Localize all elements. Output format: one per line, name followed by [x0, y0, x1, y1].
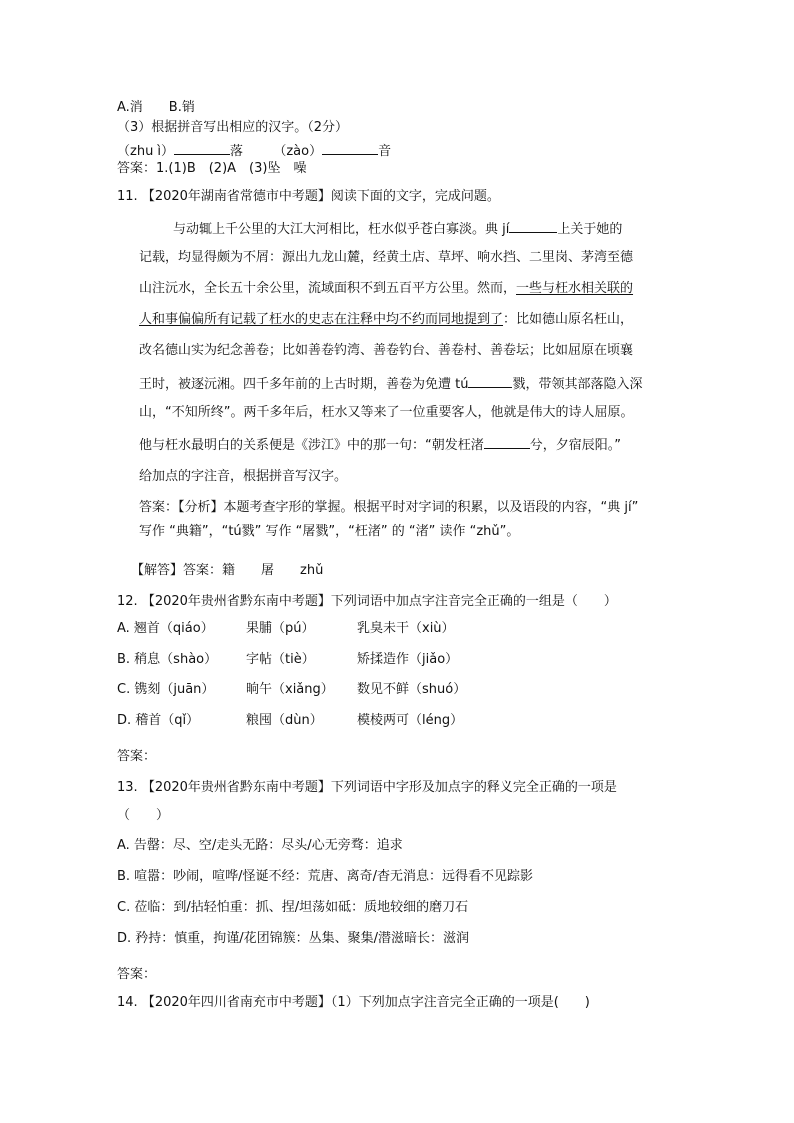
q11-analysis-1: 答案：【分析】本题考查字形的掌握。根据平时对字词的积累，以及语段的内容，“典 jí” — [139, 500, 639, 515]
underlined-sentence: 人和事偏偏所有记载了枉水的史志在注释中均不约而同地提到了 — [139, 312, 504, 327]
option-word: 乳臭未干（xiù） — [357, 621, 455, 636]
top-answer: 答案：1.(1)B (2)A (3)坠 噪 — [117, 161, 307, 176]
q11-line2: 记载，均显得颇为不屑：源出九龙山麓，经黄土店、草坪、响水挡、二里岗、茅湾至德 — [139, 250, 634, 265]
q13-answer: 答案： — [117, 967, 157, 982]
q11-heading — [117, 189, 500, 205]
question-number: 12. — [117, 594, 138, 609]
question-stem: 下列词语中加点字注音完全正确的一组是（ ） — [330, 594, 617, 609]
q13-option-a[interactable]: A. 告罄：尽、空/走头无路：尽头/心无旁骛：追求 — [117, 838, 403, 853]
q3-item1-pinyin: （zhu ì） — [117, 144, 175, 159]
answer-blank[interactable] — [174, 141, 230, 155]
passage-text: 兮，夕宿辰阳。” — [529, 438, 621, 453]
q11-line6 — [139, 374, 643, 393]
answer-blank[interactable] — [468, 374, 512, 388]
answer-blank[interactable] — [509, 219, 557, 233]
option-word: 果脯（pú） — [246, 621, 315, 636]
question-stem: 阅读下面的文字，完成问题。 — [330, 189, 500, 204]
q13-option-b[interactable]: B. 喧嚣：吵闹，喧哗/怪诞不经：荒唐、离奇/杳无消息：远得看不见踪影 — [117, 869, 533, 884]
question-source: 【2020年四川省南充市中考题】 — [141, 995, 331, 1010]
q11-analysis-2: 写作 “典籍”，“tú戮” 写作 “屠戮”，“枉渚” 的 “渚” 读作 “zhǔ”。 — [139, 524, 520, 539]
answer-blank[interactable] — [322, 141, 378, 155]
q3-item1-after: 落 — [230, 144, 244, 159]
option-word: C. 镌刻（juān） — [117, 682, 215, 697]
question-source: 【2020年湖南省常德市中考题】 — [141, 189, 331, 204]
q3-item2-after: 音 — [378, 144, 392, 159]
q12-answer: 答案： — [117, 749, 157, 764]
option-word: 字帖（tiè） — [246, 652, 315, 667]
option-word: 矫揉造作（jiǎo） — [357, 652, 459, 667]
answer-blank[interactable] — [484, 435, 530, 449]
option-word: 模棱两可（léng） — [357, 713, 464, 728]
passage-text: 他与枉水最明白的关系便是《涉江》中的那一句：“朝发枉渚 — [139, 438, 484, 453]
passage-text: ：比如德山原名枉山， — [503, 312, 634, 327]
q11-solution: 【解答】答案：籍 屠 zhǔ — [131, 563, 324, 578]
passage-text: 上关于她的 — [557, 222, 623, 237]
option-word: 数见不鲜（shuó） — [357, 682, 467, 697]
passage-text: 王时，被逐沅湘。四千多年前的上古时期，善卷为免遭 tú — [139, 377, 469, 392]
question-source: 【2020年贵州省黔东南中考题】 — [141, 594, 331, 609]
q11-line5: 改名德山实为纪念善卷；比如善卷钓湾、善卷钓台、善卷村、善卷坛；比如屈原在顷襄 — [139, 343, 634, 358]
passage-text: 山注沅水，全长五十余公里，流域面积不到五百平方公里。然而， — [139, 281, 517, 296]
question-number: 13. — [117, 780, 138, 795]
q12-heading — [117, 594, 617, 610]
underlined-sentence: 一些与枉水相关联的 — [516, 281, 634, 296]
q3-item2-pinyin: （zào） — [273, 144, 323, 159]
q11-line7: 山，“不知所终”。两千多年后，枉水又等来了一位重要客人，他就是伟大的诗人屈原。 — [139, 405, 634, 420]
q13-option-c[interactable]: C. 莅临：到/拈轻怕重：抓、捏/坦荡如砥：质地较细的磨刀石 — [117, 900, 469, 915]
option-word: 晌午（xiǎng） — [246, 682, 334, 697]
question-stem: 下列词语中字形及加点字的释义完全正确的一项是 — [330, 780, 617, 795]
option-word: 粮囤（dùn） — [246, 713, 323, 728]
options-ab: A.消 B.销 — [117, 100, 195, 115]
q11-task: 给加点的字注音，根据拼音写汉字。 — [139, 469, 348, 484]
question-stem: （1）下列加点字注音完全正确的一项是( ) — [330, 995, 590, 1010]
q11-line8 — [139, 435, 621, 454]
q3-prompt: （3）根据拼音写出相应的汉字。（2分） — [117, 120, 349, 135]
q11-line3 — [139, 281, 633, 297]
question-number: 14. — [117, 995, 138, 1010]
q11-line4 — [139, 312, 633, 328]
question-source: 【2020年贵州省黔东南中考题】 — [141, 780, 331, 795]
option-word: A. 翘首（qiáo） — [117, 621, 214, 636]
question-number: 11. — [117, 189, 138, 204]
q13-heading — [117, 780, 617, 796]
passage-text: 戮，带领其部落隐入深 — [512, 377, 643, 392]
q13-paren: （ ） — [117, 808, 170, 823]
option-word: D. 稽首（qǐ） — [117, 713, 200, 728]
q13-option-d[interactable]: D. 矜持：慎重，拘谨/花团锦簇：丛集、聚集/潜滋暗长：滋润 — [117, 931, 470, 946]
q11-line1 — [173, 219, 622, 238]
q3-items — [117, 141, 391, 160]
q14-heading — [117, 995, 590, 1011]
passage-text: 与动辄上千公里的大江大河相比，枉水似乎苍白寡淡。典 jí — [173, 222, 510, 237]
option-word: B. 稍息（shào） — [117, 652, 218, 667]
